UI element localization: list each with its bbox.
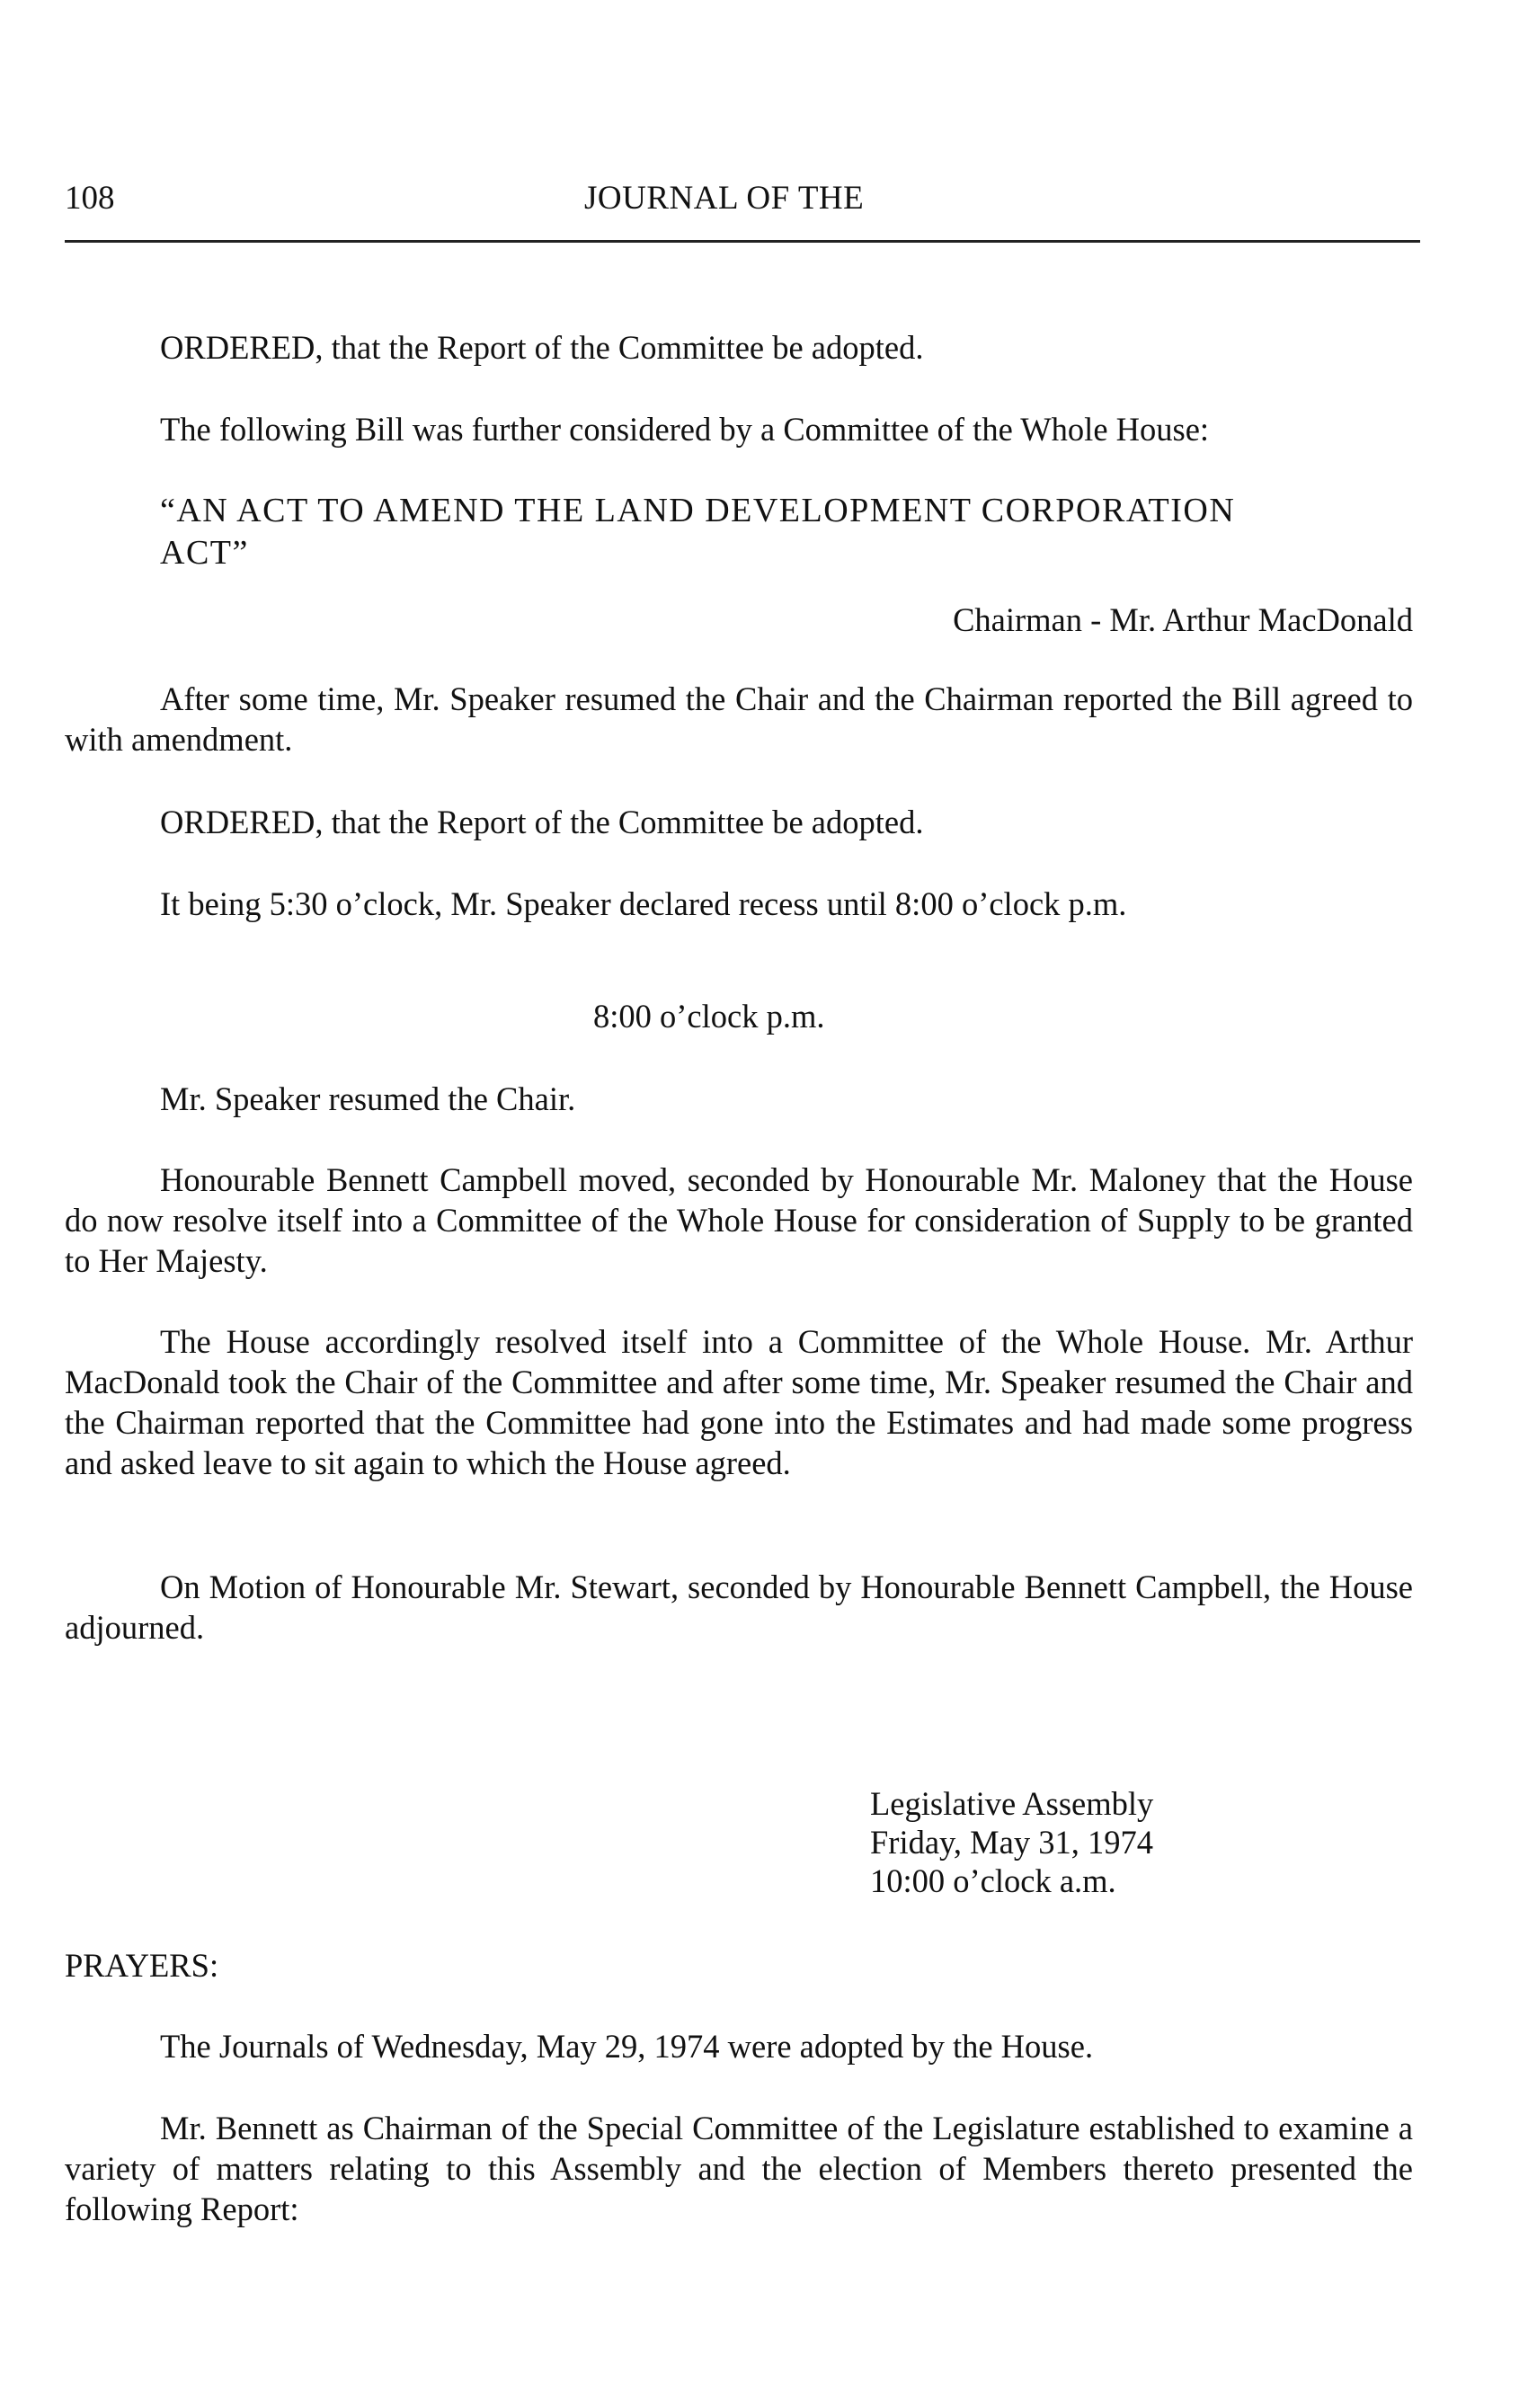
paragraph-journals-adopted: The Journals of Wednesday, May 29, 1974 were adopted by the House. bbox=[160, 2028, 1094, 2065]
paragraph-motion-supply: Honourable Bennett Campbell moved, seconded by Honourable Mr. Maloney that the House do now resolve itself into a Committee of the Whole House for consideration of Supply to be granted to Her Majesty. bbox=[65, 1161, 1413, 1279]
paragraph-after-some-time: After some time, Mr. Speaker resumed the Chair and the Chairman reported the Bill agreed to with amendment. bbox=[65, 680, 1413, 758]
paragraph-ordered-1: ORDERED, that the Report of the Committee be adopted. bbox=[160, 329, 924, 366]
chairman-line: Chairman - Mr. Arthur MacDonald bbox=[953, 601, 1413, 638]
paragraph-ordered-2: ORDERED, that the Report of the Committee be adopted. bbox=[160, 804, 924, 840]
time-heading: 8:00 o’clock p.m. bbox=[593, 998, 825, 1035]
paragraph-adjourned: On Motion of Honourable Mr. Stewart, seconded by Honourable Bennett Campbell, the House adjourned. bbox=[65, 1568, 1413, 1646]
bill-title-line-1: “AN ACT TO AMEND THE LAND DEVELOPMENT CORPORATION bbox=[160, 492, 1236, 529]
session-location: Legislative Assembly bbox=[870, 1785, 1154, 1822]
bill-title-line-2: ACT” bbox=[160, 534, 249, 572]
session-date: Friday, May 31, 1974 bbox=[870, 1824, 1153, 1861]
bill-title bbox=[65, 490, 1413, 574]
header-rule bbox=[65, 240, 1420, 243]
paragraph-resumed-chair: Mr. Speaker resumed the Chair. bbox=[160, 1080, 576, 1117]
paragraph-bill-considered: The following Bill was further considered by a Committee of the Whole House: bbox=[160, 411, 1210, 448]
running-head: JOURNAL OF THE bbox=[584, 180, 865, 217]
paragraph-special-committee: Mr. Bennett as Chairman of the Special Committee of the Legislature established to examine a variety of matters relating to this Assembly and the election of Members thereto presented the following Report: bbox=[65, 2110, 1413, 2227]
session-time: 10:00 o’clock a.m. bbox=[870, 1862, 1116, 1899]
paragraph-recess: It being 5:30 o’clock, Mr. Speaker declared recess until 8:00 o’clock p.m. bbox=[160, 885, 1127, 922]
prayers-heading: PRAYERS: bbox=[65, 1947, 219, 1984]
paragraph-committee-whole: The House accordingly resolved itself into a Committee of the Whole House. Mr. Arthur MacDonald took the Chair of the Committee and after some time, Mr. Speaker resumed the Chair and the Chairman reported that the Committee had gone into the Estimates and had made some progress and asked leave to sit again to which the House agreed. bbox=[65, 1323, 1413, 1481]
page-number: 108 bbox=[65, 180, 115, 217]
